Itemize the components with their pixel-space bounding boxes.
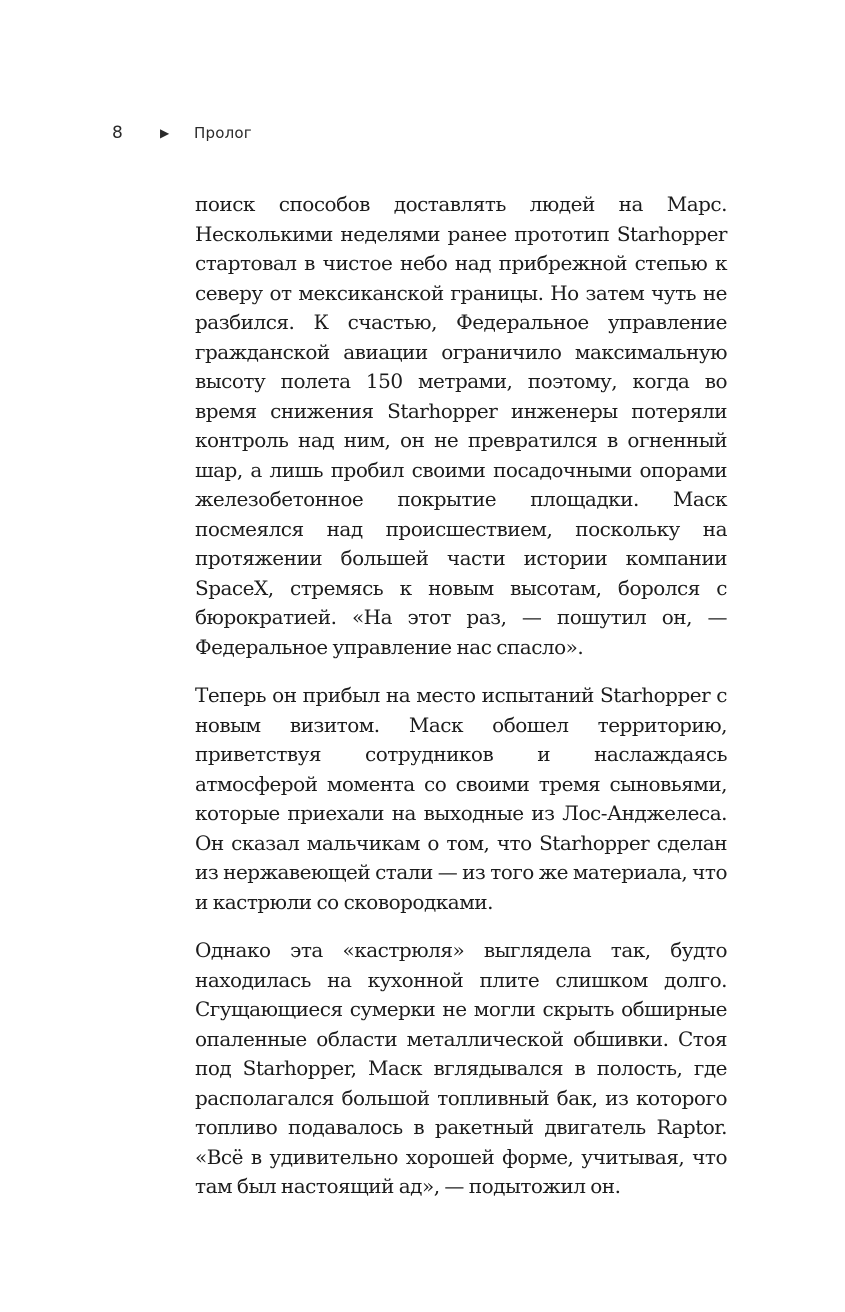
paragraph-1: поиск способов доставлять людей на Марс. Несколькими неделями ранее прототип Starhopper стартовал в чистое небо над прибрежной степью к северу от мексиканской границы. Но затем чуть не разбился. К счастью, Федеральное управление гражданской авиации ограничило максимальную высоту полета 150 метрами, поэтому, когда во время снижения Starhopper инженеры потеряли контроль над ним, он не превратился в огненный шар, а лишь пробил своими посадочными опорами железобетонное покрытие площадки. Маск посмеялся над происшествием, поскольку на протяжении большей части истории компании SpaceX, стремясь к новым высотам, боролся с бюрократией. «На этот раз, — пошутил он, — Федеральное управление нас спасло». [195, 192, 727, 659]
running-head [112, 118, 252, 148]
paragraph-2: Теперь он прибыл на место испытаний Starhopper с новым визитом. Маск обошел территорию, приветствуя сотрудников и наслаждаясь атмосферой момента со своими тремя сыновьями, которые приехали на выходные из Лос-Анджелеса. Он сказал мальчикам о том, что Starhopper сделан из нержавеющей стали — из того же материала, что и кастрюли со сковородками. [195, 683, 727, 914]
section-title: Пролог [194, 124, 252, 142]
page-number: 8 [112, 123, 123, 143]
paragraph-3: Однако эта «кастрюля» выглядела так, будто находилась на кухонной плите слишком долго. Сгущающиеся сумерки не могли скрыть обширные опаленные области металлической обшивки. Стоя под Starhopper, Маск вглядывался в полость, где располагался большой топливный бак, из которого топливо подавалось в ракетный двигатель Raptor. «Всё в удивительно хорошей форме, учитывая, что там был настоящий ад», — подытожил он. [195, 938, 727, 1198]
play-arrow-icon: ▶ [160, 126, 170, 140]
body-text [195, 190, 727, 1202]
